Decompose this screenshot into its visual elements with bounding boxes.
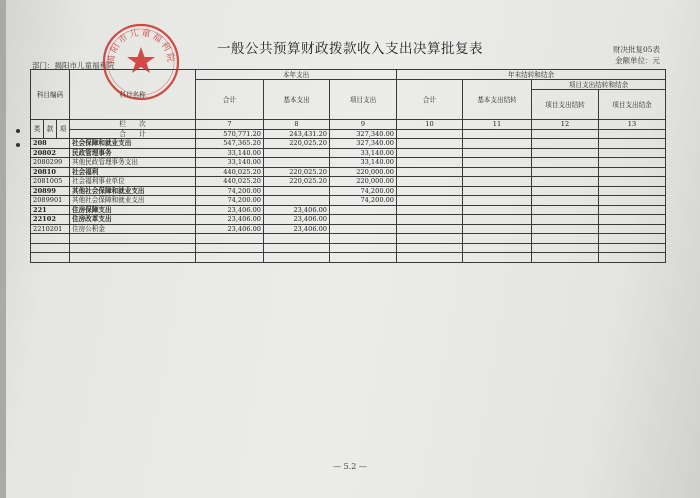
year-end-header: 年末结转和结余: [397, 70, 666, 80]
col-num: 11: [463, 120, 532, 130]
table-row: [31, 158, 666, 168]
total-amount-cell: 547,365.20: [196, 139, 264, 149]
empty-cell: [70, 234, 196, 244]
basic-amount-cell: 23,406.00: [264, 224, 330, 234]
project-amount-cell: 33,140.00: [330, 148, 397, 158]
sum-project: 327,340.00: [330, 129, 397, 139]
empty-cell: [532, 139, 599, 149]
project-carry-group-header: 项目支出结转和结余: [532, 80, 666, 90]
table-row: [31, 167, 666, 177]
empty-cell: [397, 253, 463, 263]
empty-cell: [264, 253, 330, 263]
col-num: 9: [330, 120, 397, 130]
sum-label: 合 计: [70, 129, 196, 139]
empty-cell: [397, 129, 463, 139]
empty-cell: [70, 253, 196, 263]
punch-hole: [16, 143, 20, 147]
total-header: 合计: [196, 80, 264, 120]
empty-cell: [264, 234, 330, 244]
subject-name-cell: 其他民政管理事务支出: [70, 158, 196, 168]
document-title: 一般公共预算财政拨款收入支出决算批复表: [217, 41, 483, 57]
empty-cell: [31, 243, 70, 253]
table-row: [31, 148, 666, 158]
table-row: [31, 139, 666, 149]
project-header: 项目支出: [330, 80, 397, 120]
basic-amount-cell: 23,406.00: [264, 205, 330, 215]
basic-amount-cell: [264, 158, 330, 168]
empty-cell: [397, 139, 463, 149]
empty-cell: [463, 186, 532, 196]
empty-cell: [31, 253, 70, 263]
project-amount-cell: [330, 224, 397, 234]
subject-code-cell: 221: [31, 205, 70, 215]
year-end-total-header: 合计: [397, 80, 463, 120]
empty-cell: [532, 196, 599, 206]
lan-ci-label: 栏 次: [70, 120, 196, 130]
basic-amount-cell: 23,406.00: [264, 215, 330, 225]
total-amount-cell: 33,140.00: [196, 148, 264, 158]
empty-cell: [397, 234, 463, 244]
empty-cell: [532, 167, 599, 177]
empty-cell: [463, 243, 532, 253]
basic-amount-cell: [264, 186, 330, 196]
table-row: [31, 177, 666, 187]
total-amount-cell: 23,406.00: [196, 205, 264, 215]
empty-cell: [599, 243, 666, 253]
empty-cell: [397, 215, 463, 225]
page-number: — 5.2 —: [333, 462, 367, 471]
empty-cell: [532, 177, 599, 187]
table-row: [31, 186, 666, 196]
empty-cell: [599, 215, 666, 225]
sum-total: 570,771.20: [196, 129, 264, 139]
subject-name-cell: 社会保障和就业支出: [70, 139, 196, 149]
current-year-header: 本年支出: [196, 70, 397, 80]
empty-cell: [599, 139, 666, 149]
empty-cell: [196, 243, 264, 253]
subject-code-cell: 20810: [31, 167, 70, 177]
empty-cell: [599, 129, 666, 139]
empty-cell: [397, 186, 463, 196]
col-num: 10: [397, 120, 463, 130]
empty-cell: [599, 196, 666, 206]
empty-cell: [532, 129, 599, 139]
empty-cell: [70, 243, 196, 253]
empty-cell: [599, 158, 666, 168]
subject-name-cell: 住房保障支出: [70, 205, 196, 215]
empty-cell: [397, 148, 463, 158]
empty-cell: [599, 167, 666, 177]
empty-cell: [532, 148, 599, 158]
empty-cell: [532, 224, 599, 234]
subject-name-header: 科目名称: [70, 70, 196, 120]
project-amount-cell: 74,200.00: [330, 196, 397, 206]
sum-basic: 243,431.20: [264, 129, 330, 139]
subject-code-cell: 2080299: [31, 158, 70, 168]
subject-name-cell: 社会福利事业单位: [70, 177, 196, 187]
empty-row: [31, 234, 666, 244]
subject-code-cell: 2210201: [31, 224, 70, 234]
empty-cell: [463, 158, 532, 168]
total-amount-cell: 74,200.00: [196, 186, 264, 196]
table-row: [31, 196, 666, 206]
empty-cell: [397, 158, 463, 168]
total-amount-cell: 23,406.00: [196, 224, 264, 234]
empty-cell: [196, 234, 264, 244]
empty-cell: [532, 158, 599, 168]
basic-amount-cell: [264, 196, 330, 206]
table-row: [31, 224, 666, 234]
basic-carry-header: 基本支出结转: [463, 80, 532, 120]
empty-cell: [463, 148, 532, 158]
project-amount-cell: 220,000.00: [330, 167, 397, 177]
empty-row: [31, 253, 666, 263]
empty-row: [31, 243, 666, 253]
empty-cell: [397, 243, 463, 253]
total-amount-cell: 440,025.20: [196, 167, 264, 177]
basic-amount-cell: [264, 148, 330, 158]
subject-code-cell: 208: [31, 139, 70, 149]
project-surplus-header: 项目支出结余: [599, 90, 666, 120]
empty-cell: [599, 205, 666, 215]
subject-code-cell: 22102: [31, 215, 70, 225]
subject-code-header: 科目编码: [31, 70, 70, 120]
lei-header: 类: [31, 120, 44, 139]
form-code: 财决批复05表: [612, 45, 660, 54]
empty-cell: [31, 234, 70, 244]
empty-cell: [463, 177, 532, 187]
empty-cell: [463, 215, 532, 225]
empty-cell: [599, 148, 666, 158]
subject-name-cell: 民政管理事务: [70, 148, 196, 158]
empty-cell: [264, 243, 330, 253]
basic-amount-cell: 220,025.20: [264, 177, 330, 187]
empty-cell: [330, 253, 397, 263]
basic-header: 基本支出: [264, 80, 330, 120]
empty-cell: [397, 196, 463, 206]
empty-cell: [599, 234, 666, 244]
project-amount-cell: 327,340.00: [330, 139, 397, 149]
paper-edge-shadow: [0, 0, 6, 498]
empty-cell: [463, 139, 532, 149]
total-amount-cell: 23,406.00: [196, 215, 264, 225]
kuan-header: 款: [44, 120, 57, 139]
table-row: [31, 205, 666, 215]
empty-cell: [397, 167, 463, 177]
subject-name-cell: 社会福利: [70, 167, 196, 177]
empty-cell: [397, 177, 463, 187]
empty-cell: [532, 186, 599, 196]
subject-code-cell: 20802: [31, 148, 70, 158]
empty-cell: [599, 177, 666, 187]
total-amount-cell: 74,200.00: [196, 196, 264, 206]
project-amount-cell: 33,140.00: [330, 158, 397, 168]
empty-cell: [599, 186, 666, 196]
empty-cell: [463, 253, 532, 263]
empty-cell: [397, 224, 463, 234]
xiang-header: 项: [57, 120, 70, 139]
empty-cell: [463, 129, 532, 139]
col-num: 12: [532, 120, 599, 130]
col-num: 8: [264, 120, 330, 130]
empty-cell: [599, 224, 666, 234]
col-num: 13: [599, 120, 666, 130]
total-amount-cell: 440,025.20: [196, 177, 264, 187]
official-seal-stamp: [101, 22, 181, 102]
project-amount-cell: 74,200.00: [330, 186, 397, 196]
empty-cell: [196, 253, 264, 263]
stamp-text: 揭阳市儿童福利院: [106, 28, 176, 65]
col-num: 7: [196, 120, 264, 130]
subject-name-cell: 住房改革支出: [70, 215, 196, 225]
basic-amount-cell: 220,025.20: [264, 167, 330, 177]
empty-cell: [532, 253, 599, 263]
subject-name-cell: 其他社会保障和就业支出: [70, 196, 196, 206]
basic-amount-cell: 220,025.20: [264, 139, 330, 149]
total-amount-cell: 33,140.00: [196, 158, 264, 168]
empty-cell: [463, 167, 532, 177]
project-amount-cell: [330, 215, 397, 225]
empty-cell: [397, 205, 463, 215]
subject-name-cell: 其他社会保障和就业支出: [70, 186, 196, 196]
project-amount-cell: [330, 205, 397, 215]
empty-cell: [532, 215, 599, 225]
subject-code-cell: 20899: [31, 186, 70, 196]
empty-cell: [463, 205, 532, 215]
empty-cell: [463, 234, 532, 244]
empty-cell: [532, 205, 599, 215]
empty-cell: [330, 234, 397, 244]
project-carry-header: 项目支出结转: [532, 90, 599, 120]
project-amount-cell: 220,000.00: [330, 177, 397, 187]
punch-hole: [16, 129, 20, 133]
empty-cell: [532, 234, 599, 244]
subject-code-cell: 2081005: [31, 177, 70, 187]
empty-cell: [532, 243, 599, 253]
table-row: [31, 215, 666, 225]
unit-label: 金额单位：元: [615, 56, 660, 65]
department-label: 部门：揭阳市儿童福利院: [32, 61, 115, 70]
subject-name-cell: 住房公积金: [70, 224, 196, 234]
empty-cell: [463, 224, 532, 234]
empty-cell: [463, 196, 532, 206]
empty-cell: [599, 253, 666, 263]
subject-code-cell: 2089901: [31, 196, 70, 206]
empty-cell: [330, 243, 397, 253]
